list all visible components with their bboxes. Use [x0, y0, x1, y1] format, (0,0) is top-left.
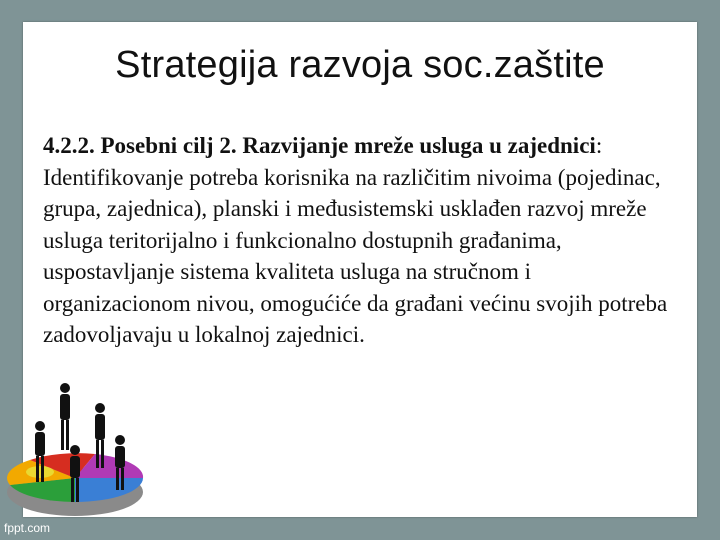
- body-text: : Identifikovanje potreba korisnika na različitim nivoima (pojedinac, grupa, zajednica), planski i međusistemski usklađen razvoj mreže usluga teritorijalno i funkcionalno dostupnih građanima, uspostavljanje sistema kvaliteta usluga na stručnom i organizacionom nivou, omogućiće da građani većinu svojih potreba zadovoljavaju u lokalnoj zajednici.: [43, 133, 668, 347]
- business-people-pie-chart-icon: [0, 380, 160, 520]
- watermark: fppt.com: [4, 521, 51, 535]
- slide-title: Strategija razvoja soc.zaštite: [115, 44, 605, 86]
- body-bold-heading: 4.2.2. Posebni cilj 2. Razvijanje mreže usluga u zajednici: [43, 133, 596, 158]
- slide-body: [43, 130, 683, 351]
